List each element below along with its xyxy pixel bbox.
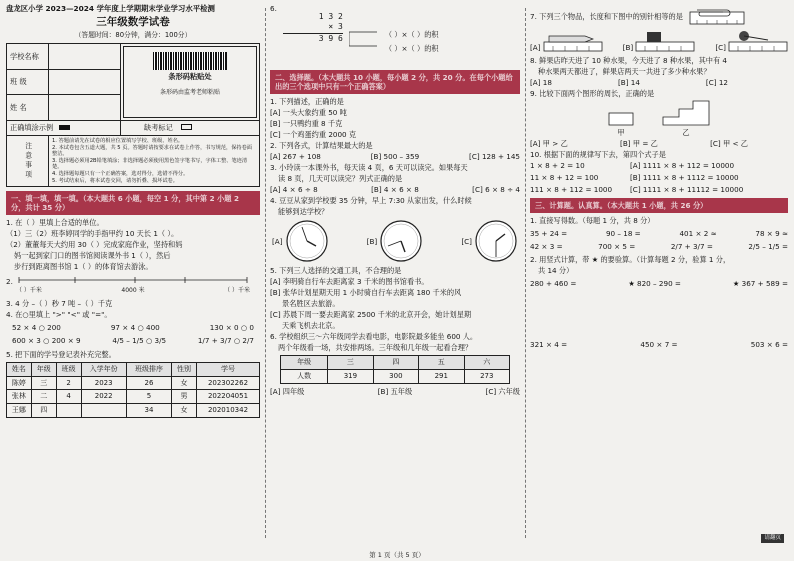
- option[interactable]: [C] 6 × 8 ÷ 4: [472, 185, 520, 194]
- compare-item[interactable]: 600 × 3 ○ 200 × 9: [12, 335, 81, 345]
- exam-info: （答题时间：80分钟，满分：100分）: [74, 31, 192, 40]
- option[interactable]: [B] 一只鸭约重 8 千克: [270, 119, 343, 128]
- option[interactable]: [B]: [623, 30, 696, 52]
- barcode-area-label: 条形码粘贴处: [168, 71, 212, 81]
- column-divider: [525, 8, 526, 538]
- option[interactable]: [B] 1111 × 8 + 1112 = 10000: [630, 173, 739, 182]
- c4a: 4. 豆豆从家到学校要 35 分钟，早上 7:30 从家出发，什么时候: [270, 196, 472, 205]
- absent-cell: [121, 120, 260, 135]
- option[interactable]: [C] 甲 < 乙: [710, 139, 748, 148]
- class-label: 班 级: [7, 69, 49, 95]
- exercise[interactable]: 35 + 24 =: [530, 229, 568, 238]
- option[interactable]: [A] 18: [530, 78, 552, 87]
- stair-shape-icon: [662, 100, 710, 126]
- column-divider: [265, 8, 266, 538]
- line-label: 4000 米: [121, 287, 145, 295]
- option[interactable]: [A] 一头大象约重 50 吨: [270, 108, 347, 117]
- clock-icon: [379, 219, 423, 263]
- section3-heading: 三、计算题。认真算。（本大题共 1 小题，共 26 分）: [530, 198, 788, 213]
- k2b: 共 14 分）: [538, 266, 574, 275]
- barcode-note: 条形码由监考老师粘贴: [159, 88, 220, 96]
- option[interactable]: [C] 12: [705, 78, 728, 87]
- table-header-row: 姓名 年级 班级 入学年份 班级排序 性别 学号: [7, 362, 260, 376]
- q5: 5. 把下面的学号登记表补充完整。: [6, 349, 116, 359]
- turn-page-tag: 请翻页: [761, 534, 784, 543]
- notes-title: 注意事项: [7, 135, 49, 187]
- arrow-lines: [349, 18, 379, 62]
- clock-option[interactable]: [B]: [367, 219, 424, 263]
- section1-heading: 一、填一填，填一填。（本大题共 6 小题，每空 1 分，其中第 2 小题 2 分，共计 35 分）: [6, 191, 260, 215]
- c1: 1. 下列描述，正确的是: [270, 97, 344, 106]
- option[interactable]: [A] 267 + 108: [270, 152, 321, 161]
- exercise[interactable]: 42 × 3 =: [530, 242, 563, 251]
- q4-row1: [6, 321, 260, 334]
- c4b: 能够到达学校？: [278, 207, 329, 216]
- exercise[interactable]: 2/5 – 1/5 =: [748, 242, 788, 251]
- absent-checkbox[interactable]: [181, 124, 192, 130]
- q2c: 步行到距离图书馆 1（ ）的体育馆去游泳。: [14, 262, 153, 272]
- absent-label: 缺考标记: [144, 123, 173, 133]
- school-input[interactable]: [49, 43, 121, 69]
- section2-heading: 二、选择题。（本大题共 10 小题，每小题 2 分，共 20 分。在每个小题给出的三个选项中只有一个正确答案）: [270, 70, 520, 94]
- option[interactable]: [A] 甲 > 乙: [530, 139, 568, 148]
- exercise[interactable]: 450 × 7 =: [640, 340, 678, 349]
- exercise[interactable]: 280 + 460 =: [530, 279, 577, 288]
- c2-options: [270, 152, 520, 161]
- option[interactable]: [C] 一个鸡蛋约重 2000 克: [270, 130, 357, 139]
- exercise[interactable]: ★ 367 + 589 =: [732, 279, 788, 288]
- c3-options: [270, 185, 520, 194]
- option[interactable]: [B] 4 × 6 × 8: [371, 185, 419, 194]
- school-label: 学校名称: [7, 43, 49, 69]
- exercise[interactable]: 401 × 2 ≈: [679, 229, 717, 238]
- c8-options: [530, 78, 788, 87]
- shape-a: 甲: [608, 112, 634, 137]
- column-left: [6, 4, 260, 546]
- option[interactable]: [B] 500 – 359: [370, 152, 420, 161]
- clock-option[interactable]: [C]: [461, 219, 518, 263]
- compare-item[interactable]: 1/7 + 3/7 ○ 2/7: [197, 335, 254, 345]
- school-title: 盘龙区小学 2023—2024 学年度上学期期末学业学习水平检测: [6, 4, 215, 13]
- exercise[interactable]: 700 × 5 =: [598, 242, 636, 251]
- option[interactable]: [C] 128 + 145: [469, 152, 520, 161]
- name-label: 姓 名: [7, 95, 49, 121]
- fill-example-label: 正确填涂示例: [10, 123, 54, 133]
- barcode-icon: [153, 52, 227, 70]
- option[interactable]: [B] 张华计划星期天用 1 小时骑自行车去距离 180 千米的风: [270, 288, 462, 297]
- compare-item[interactable]: 52 × 4 ○ 200: [12, 322, 61, 332]
- q4: 4. 在○里填上 ">" "<" 或 "="。: [6, 309, 112, 319]
- k1-row1: [530, 229, 788, 238]
- student-number-table: [6, 362, 260, 418]
- page-number: 第 1 页（共 5 页）: [369, 550, 425, 559]
- barcode-box: [123, 46, 257, 118]
- option-continued: 景名胜区去旅游。: [282, 299, 340, 308]
- note-item: 1. 答题前请先在试卷的相应位置填写学校、班级、姓名。: [52, 137, 184, 144]
- c2: 2. 下列各式，计算结果最大的是: [270, 141, 373, 150]
- clock-option[interactable]: [A]: [272, 219, 329, 263]
- q1a: （1）三（2）班李婷同学的手指甲约 10 天长 1（ ）。: [6, 229, 179, 239]
- k1: 1. 直接写得数。（每题 1 分，共 8 分）: [530, 216, 655, 225]
- option[interactable]: [C] 六年级: [485, 386, 520, 396]
- exercise[interactable]: ★ 820 – 290 =: [628, 279, 681, 288]
- shape-b: 乙: [662, 100, 710, 137]
- option[interactable]: [B] 甲 = 乙: [620, 139, 658, 148]
- table-header-row: 年级 三 四 五 六: [281, 356, 510, 370]
- exercise[interactable]: 78 × 9 ≈: [755, 229, 788, 238]
- ruler-paperclip-icon: [689, 6, 745, 26]
- exercise[interactable]: 503 × 6 =: [750, 340, 788, 349]
- c8b: 种水果两天都进了，鲜果店两天一共进了多少种水果？: [538, 67, 711, 76]
- c7-row: [530, 6, 788, 26]
- ruler-pencil-icon: [543, 30, 603, 52]
- exercise[interactable]: 321 × 4 =: [530, 340, 568, 349]
- answer-cell[interactable]: [81, 404, 126, 418]
- table-row: 陈婷 三 2 2023 26 女 202302262: [7, 376, 260, 390]
- option[interactable]: [A] 1111 × 8 + 112 = 10000: [630, 161, 735, 170]
- ruler-clip-icon: [635, 30, 695, 52]
- clock-icon: [285, 219, 329, 263]
- option[interactable]: [A]: [530, 30, 603, 52]
- option[interactable]: [A] 四年级: [270, 386, 305, 396]
- k2-row2: [530, 340, 788, 349]
- compare-item[interactable]: 4/5 – 1/5 ○ 3/5: [112, 335, 167, 345]
- clock-icon: [474, 219, 518, 263]
- table-row: 王娜 四 34 女 202010342: [7, 404, 260, 418]
- c10-grid: [530, 161, 788, 194]
- class-input[interactable]: [49, 69, 121, 95]
- ruler-pin-icon: [728, 30, 788, 52]
- student-info-table: [6, 43, 260, 188]
- option[interactable]: [C] 1111 × 8 + 11112 = 10000: [630, 185, 744, 194]
- c3b: 读 8 页，几天可以读完？列式正确的是: [278, 174, 403, 183]
- option-continued: 天乘飞机去北京。: [282, 321, 340, 330]
- name-input[interactable]: [49, 95, 121, 121]
- exercise[interactable]: 2/7 + 3/7 =: [670, 242, 713, 251]
- table-row: 张林 二 4 2022 5 男 202204051: [7, 390, 260, 404]
- compare-item[interactable]: 97 × 4 ○ 400: [110, 322, 160, 332]
- c9-options: [530, 139, 788, 148]
- note-item: 5. 考试结束后，将本试卷交回，请勿折叠、损坏试卷。: [52, 177, 178, 184]
- option[interactable]: [A] 4 × 6 ÷ 8: [270, 185, 318, 194]
- k2-row1: [530, 279, 788, 288]
- option[interactable]: [B] 14: [617, 78, 640, 87]
- c7: 7. 下列三个物品，长度和下图中的别针相等的是: [530, 11, 683, 21]
- c10: 10. 根据下面的规律写下去，第四个式子是: [530, 150, 666, 159]
- c8a: 8. 鲜果店昨天进了 10 种水果，今天进了 8 种水果，其中有 4: [530, 56, 727, 65]
- c3a: 3. 小玲读一本课外书，每天读 4 页，6 天可以读完。如果每天: [270, 163, 468, 172]
- c9: 9. 比较下面两个图形的周长，正确的是: [530, 89, 655, 98]
- filled-mark-icon: [59, 125, 70, 130]
- c5: 5. 下列三人选择的交通工具，不合理的是: [270, 266, 402, 275]
- pattern-line: 1 × 8 + 2 = 10: [530, 161, 585, 170]
- note-item: 3. 选择题必须用2B铅笔填涂；非选择题必须使用黑色签字笔书写，字体工整、笔迹清楚。: [52, 157, 248, 171]
- q6-brackets: [385, 4, 439, 62]
- bracket-line[interactable]: （ ）×（ ）的积: [384, 44, 439, 54]
- c6-options: [270, 387, 520, 396]
- option[interactable]: [A] 李明骑自行车去距离家 3 千米的图书馆看书。: [270, 277, 429, 286]
- barcode-cell: [121, 43, 260, 120]
- pattern-line: 111 × 8 + 112 = 1000: [530, 185, 613, 194]
- q2a: （2）董董每天大约用 30（ ）完成家庭作业，坚持和妈: [6, 240, 183, 250]
- exercise[interactable]: 90 – 18 =: [605, 229, 641, 238]
- exam-title: 三年级数学试卷: [96, 16, 170, 29]
- c6b: 两个年级看一场，共安排两场。三年级和几年级一起看合理？: [278, 343, 473, 352]
- q2-number-line: 2.: [6, 275, 260, 289]
- q4-row2: [6, 334, 260, 347]
- c6a: 6. 学校组织三～六年级同学去看电影，电影院最多能坐 600 人。: [270, 332, 478, 341]
- line-label: （ ）千米: [16, 287, 42, 295]
- note-item: 4. 选择题每题只有一个正确答案，选对得分，选错不得分。: [52, 171, 189, 178]
- q6-block: [270, 4, 520, 62]
- compare-item[interactable]: 130 × 0 ○ 0: [209, 322, 254, 332]
- k1-row2: [530, 242, 788, 251]
- note-item: 2. 本试卷包含五道大题，共 5 页。答题时请按要求在试卷上作答，书写规范，保持卷面整洁。: [52, 144, 252, 158]
- grade-count-table: [280, 355, 510, 384]
- q3: 3. 4 分 –（ ）秒 7 吨 –（ ）千克: [6, 298, 113, 308]
- shapes: [530, 100, 788, 137]
- bracket-line[interactable]: （ ）×（ ）的积: [384, 30, 439, 39]
- fill-example-cell: [7, 120, 121, 135]
- vertical-multiplication: 1 3 2 × 3 3 9 6: [283, 4, 343, 62]
- clock-options: [272, 219, 518, 263]
- notes-list: [49, 135, 260, 187]
- q6-label: 6.: [270, 4, 277, 13]
- option[interactable]: [C] 苏晨下周一要去距离家 2500 千米的北京开会，她计划星期: [270, 310, 472, 319]
- q1: 1. 在（ ）里填上合适的单位。: [6, 218, 104, 228]
- option[interactable]: [B] 五年级: [377, 386, 413, 396]
- option[interactable]: [C]: [715, 30, 788, 52]
- column-middle: [270, 4, 520, 546]
- k2a: 2. 用竖式计算，带 ★ 的要验算。（计算每题 2 分，验算 1 分，: [530, 255, 731, 264]
- rectangle-shape-icon: [608, 112, 634, 126]
- c7-options: [530, 30, 788, 52]
- q2b: 妈一起到家门口的图书馆阅读课外书 1（ ），然后: [14, 251, 171, 261]
- answer-cell[interactable]: [56, 404, 81, 418]
- line-label: （ ）千米: [224, 287, 250, 295]
- pattern-line: 11 × 8 + 12 = 100: [530, 173, 599, 182]
- column-right: [530, 4, 788, 546]
- table-row: 人数 319 300 291 273: [281, 369, 510, 383]
